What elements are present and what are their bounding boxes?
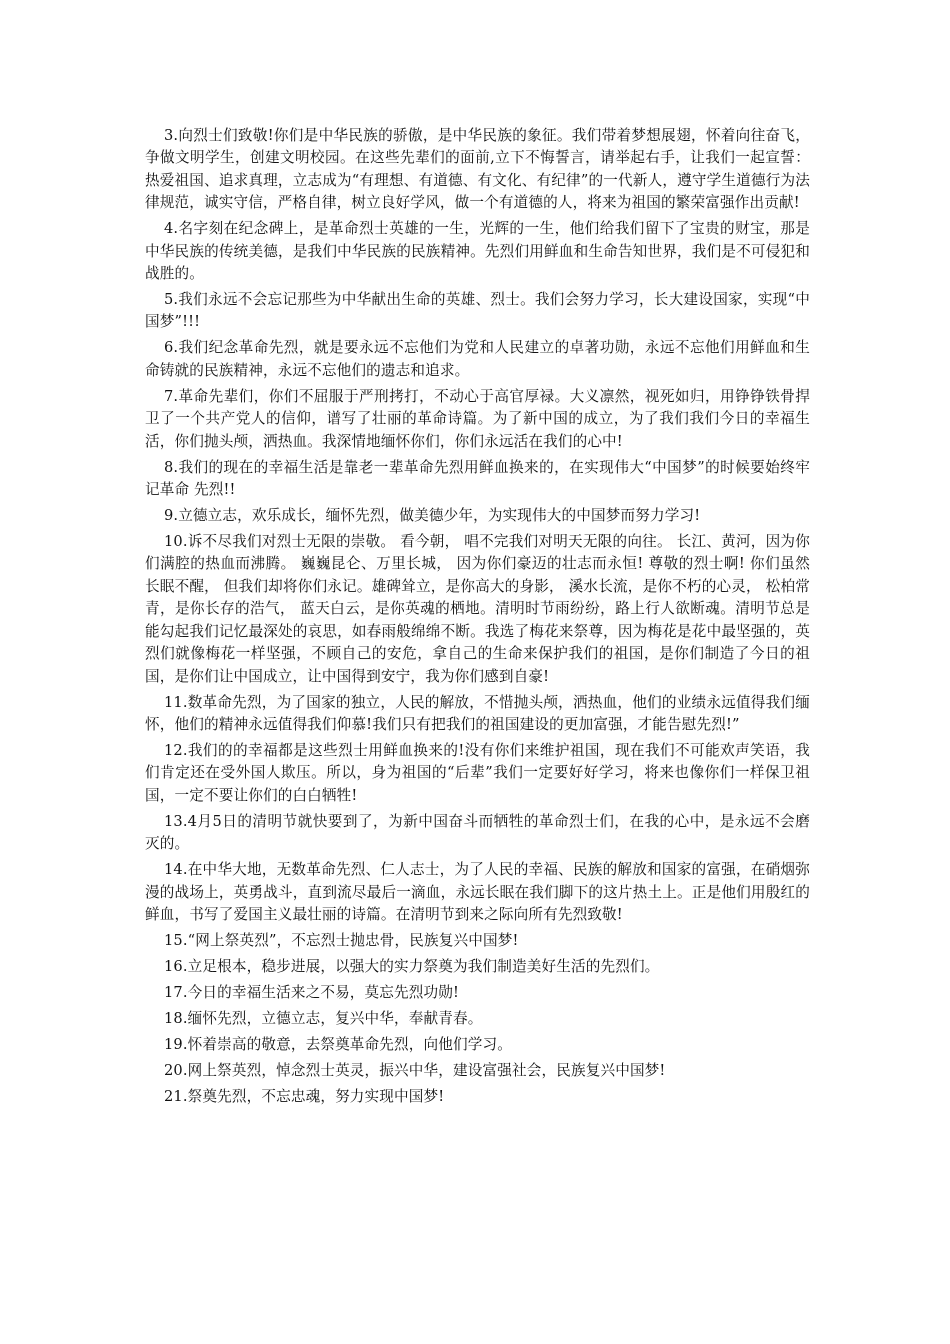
paragraph-3: 3.向烈士们致敬!你们是中华民族的骄傲，是中华民族的象征。我们带着梦想展翅，怀着向往奋飞，争做文明学生，创建文明校园。在这些先辈们的面前,立下不悔誓言，请举起右手，让我们一起宣誓：热爱祖国、追求真理，立志成为“有理想、有道德、有文化、有纪律”的一代新人，遵守学生道德行为法律规范，诚实守信，严格自律，树立良好学风，做一个有道德的人，将来为祖国的繁荣富强作出贡献! xyxy=(145,127,810,212)
paragraph-4: 4.名字刻在纪念碑上，是革命烈士英雄的一生，光辉的一生，他们给我们留下了宝贵的财宝，那是中华民族的传统美德，是我们中华民族的民族精神。先烈们用鲜血和生命告知世界，我们是不可侵犯和战胜的。 xyxy=(145,220,810,283)
paragraph-7: 7.革命先辈们，你们不屈服于严刑拷打，不动心于高官厚禄。大义凛然，视死如归，用铮铮铁骨捍卫了一个共产党人的信仰，谱写了壮丽的革命诗篇。为了新中国的成立，为了我们我们今日的幸福生活，你们抛头颅，洒热血。我深情地缅怀你们，你们永远活在我们的心中! xyxy=(145,387,810,450)
paragraph-21: 21.祭奠先烈，不忘忠魂，努力实现中国梦! xyxy=(163,1087,445,1105)
paragraph-19: 19.怀着崇高的敬意，去祭奠革命先烈，向他们学习。 xyxy=(163,1035,512,1053)
paragraph-18: 18.缅怀先烈，立德立志，复兴中华，奉献青春。 xyxy=(163,1009,483,1027)
paragraph-17: 17.今日的幸福生活来之不易，莫忘先烈功勋! xyxy=(163,983,460,1001)
document-page xyxy=(145,125,810,1112)
paragraph-15: 15.“网上祭英烈”，不忘烈士抛忠骨，民族复兴中国梦! xyxy=(163,931,519,949)
paragraph-11: 11.数革命先烈，为了国家的独立，人民的解放，不惜抛头颅，洒热血，他们的业绩永远值得我们缅怀，他们的精神永远值得我们仰慕!我们只有把我们的祖国建设的更加富强，才能告慰先烈!” xyxy=(145,693,810,733)
paragraph-14: 14.在中华大地，无数革命先烈、仁人志士，为了人民的幸福、民族的解放和国家的富强，在硝烟弥漫的战场上，英勇战斗，直到流尽最后一滴血，永远长眠在我们脚下的这片热土上。正是他们用殷红的鲜血，书写了爱国主义最壮丽的诗篇。在清明节到来之际向所有先烈致敬! xyxy=(145,861,810,923)
paragraph-8: 8.我们的现在的幸福生活是靠老一辈革命先烈用鲜血换来的，在实现伟大“中国梦”的时候要始终牢记革命 先烈!! xyxy=(145,458,810,499)
paragraph-10: 10.诉不尽我们对烈士无限的崇敬。 看今朝， 唱不完我们对明天无限的向往。 长江、黄河，因为你们满腔的热血而沸腾。 巍巍昆仑、万里长城， 因为你们豪迈的壮志而永恒! 尊敬的烈士啊! 你们虽然长眠不醒， 但我们却将你们永记。雄碑耸立，是你高大的身影， 溪水长流，是你不朽的心灵， 松柏常青，是你长存的浩气， 蓝天白云，是你英魂的栖地。清明时节雨纷纷，路上行人欲断魂。清明节总是能勾起我们记忆最深处的哀思，如春雨般绵绵不断。我选了梅花来祭尊，因为梅花是花中最坚强的，英烈们就像梅花一样坚强，不顾自己的安危，拿自己的生命来保护我们的祖国，是你们制造了今日的祖国，是你们让中国成立，让中国得到安宁，我为你们感到自豪! xyxy=(145,533,810,685)
paragraph-6: 6.我们纪念革命先烈，就是要永远不忘他们为党和人民建立的卓著功勋，永远不忘他们用鲜血和生命铸就的民族精神，永远不忘他们的遗志和追求。 xyxy=(145,339,810,379)
paragraph-12: 12.我们的的幸福都是这些烈士用鲜血换来的!没有你们来维护祖国，现在我们不可能欢声笑语，我们肯定还在受外国人欺压。所以，身为祖国的“后辈”我们一定要好好学习，将来也像你们一样保卫祖国，一定不要让你们的白白牺牲! xyxy=(145,741,810,804)
paragraph-5: 5.我们永远不会忘记那些为中华献出生命的英雄、烈士。我们会努力学习，长大建设国家，实现“中国梦”!!! xyxy=(145,291,810,331)
paragraph-16: 16.立足根本，稳步进展，以强大的实力祭奠为我们制造美好生活的先烈们。 xyxy=(163,957,660,975)
paragraph-9: 9.立德立志，欢乐成长，缅怀先烈，做美德少年，为实现伟大的中国梦而努力学习! xyxy=(163,507,701,525)
paragraph-20: 20.网上祭英烈，悼念烈士英灵，振兴中华，建设富强社会，民族复兴中国梦! xyxy=(163,1061,666,1079)
paragraph-13: 13.4月5日的清明节就快要到了，为新中国奋斗而牺牲的革命烈士们，在我的心中，是永远不会磨灭的。 xyxy=(145,812,810,853)
